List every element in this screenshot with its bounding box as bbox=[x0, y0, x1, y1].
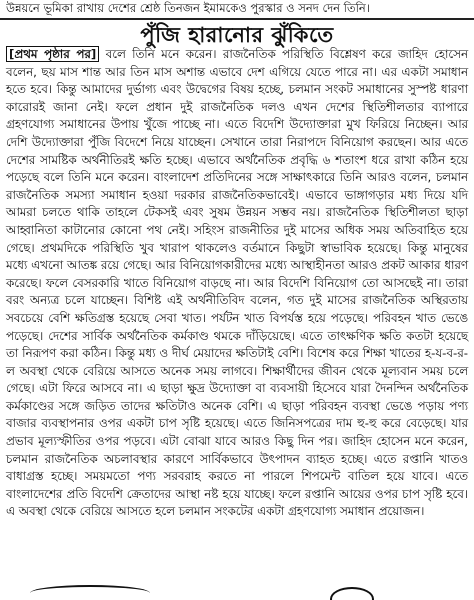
article-body bbox=[6, 46, 468, 521]
previous-article-last-line: উন্নয়নে ভূমিকা রাখায় দেশের শ্রেষ্ঠ তিনজন ইমামকেও পুরস্কার ও সনদ দেন তিনি। bbox=[6, 1, 370, 15]
next-headline-fragment bbox=[30, 585, 150, 600]
article-paragraph bbox=[6, 46, 468, 521]
article-text: বলে তিনি মনে করেন। রাজনৈতিক পরিস্থিতি বিশ্লেষণ করে জাহিদ হোসেন বলেন, ছয় মাস শান্ত আর তিন মাস অশান্ত এভাবে দেশ এগিয়ে যেতে পারে না। এর একটা সমাধান হতে হবে। কিন্তু আমাদের দুর্ভাগ্য এবং উদ্বেগের বিষয় হচ্ছে, চলমান সংকট সমাধানের সুস্পষ্ট ধারণা কারোরই জানা নেই। ফলে প্রধান দুই রাজনৈতিক দলও এখন দেশের স্থিতিশীলতার ব্যাপারে গ্রহণযোগ্য সমাধানের উপায় খুঁজে পাচ্ছে না। এতে বিদেশি উদ্যোক্তারা মুখ ফিরিয়ে নিচ্ছেন। আর দেশি উদ্যোক্তারা পুঁজি বিদেশে নিয়ে যাচ্ছেন। সেখানে তারা নিরাপদে বিনিয়োগ করছেন। আর এতে দেশের সামষ্টিক অর্থনীতিরই ক্ষতি হচ্ছে। এভাবে অর্থনৈতিক প্রবৃদ্ধি ৬ শতাংশ ধরে রাখা কঠিন হয়ে পড়েছে বলে তিনি মনে করেন। বাংলাদেশ প্রতিদিনের সঙ্গে সাক্ষাৎকারে তিনি আরও বলেন, চলমান রাজনৈতিক সমস্যা সমাধান হওয়া দরকার রাজনৈতিকভাবেই। এভাবে ভাঙ্গাগড়ার মধ্য দিয়ে যদি আমরা চলতে থাকি তাহলে টেকসই এবং সুষম উন্নয়ন সম্ভব নয়। রাজনৈতিক স্থিতিশীলতা ছাড়া আহ্বানিতা কাটানোর কোনো পথ নেই। সহিংস রাজনীতির দুই মাসের অধিক সময় অতিবাহিত হয়ে গেছে। প্রথমদিকে পরিস্থিতি খুব খারাপ থাকলেও বর্তমানে কিছুটা স্বাভাবিক হয়েছে। কিন্তু মানুষের মধ্যে এখনো আতঙ্ক রয়ে গেছে। আর বিনিয়োগকারীদের মধ্যে আস্থাহীনতা আরও প্রকট আকার ধারণ করেছে। ফলে বেসরকারি খাতে বিনিয়োগ বাড়ছে না। আর বিদেশি বিনিয়োগ তো আসছেই না। তারা বরং অন্যত্র চলে যাচ্ছেন। বিশিষ্ট এই অর্থনীতিবিদ বলেন, গত দুই মাসের রাজনৈতিক অস্থিরতায় সবচেয়ে বেশি ক্ষতিগ্রস্ত হয়েছে সেবা খাত। পর্যটন খাত বিপর্যস্ত হয়ে পড়েছে। পরিবহন খাত ভেঙে পড়েছে। দেশের সার্বিক অর্থনৈতিক কর্মকাণ্ড থমকে দাঁড়িয়েছে। এতে তাৎক্ষণিক ক্ষতি কতটা হয়েছে তা নিরূপণ করা কঠিন। কিন্তু মধ্য ও দীর্ঘ মেয়াদের ক্ষতিটাই বেশি। বিশেষ করে শিক্ষা খাতের হ-য-ব-র-ল অবস্থা থেকে বেরিয়ে আসতে অনেক সময় লাগবে। শিক্ষার্থীদের জীবন থেকে মূল্যবান সময় চলে গেছে। এটা ফিরে আসবে না। এ ছাড়া ক্ষুদ্র উদ্যোক্তা বা ব্যবসায়ী হিসেবে যারা দৈনন্দিন অর্থনৈতিক কর্মকাণ্ডের সঙ্গে জড়িত তাদের ক্ষতিটাও অনেক বেশি। এ ছাড়া পরিবহন ব্যবস্থা ভেঙে পড়ায় পণ্য বাজার ব্যবস্থাপনার ওপর একটা চাপ সৃষ্টি হয়েছে। এতে জিনিসপত্রের দাম হু-হু করে বেড়েছে। যার প্রভাব মূল্যস্ফীতির ওপর পড়বে। এটা বোঝা যাবে আরও কিছু দিন পর। জাহিদ হোসেন মনে করেন, চলমান রাজনৈতিক অচলাবস্থার কারণে সার্বিকভাবে উৎপাদন ব্যাহত হচ্ছে। এতে রপ্তানি খাতও বাধাগ্রস্ত হচ্ছে। সময়মতো পণ্য সরবরাহ করতে না পারলে শিপমেন্ট বাতিল হয়ে যাবে। এতে বাংলাদেশের প্রতি বিদেশি ক্রেতাদের আস্থা নষ্ট হয়ে যাচ্ছে। ফলে রপ্তানি আয়ের ওপর চাপ সৃষ্টি হবে। এ অবস্থা থেকে বেরিয়ে আসতে হলে চলমান সংকটের একটা গ্রহণযোগ্য সমাধান প্রয়োজন। bbox=[6, 47, 469, 519]
next-graphic-fragment bbox=[330, 587, 374, 600]
next-article-fragment bbox=[0, 583, 474, 600]
article-headline: পুঁজি হারানোর ঝুঁকিতে bbox=[140, 23, 334, 47]
continuation-dateline: [প্রথম পৃষ্ঠার পর] bbox=[6, 46, 99, 62]
